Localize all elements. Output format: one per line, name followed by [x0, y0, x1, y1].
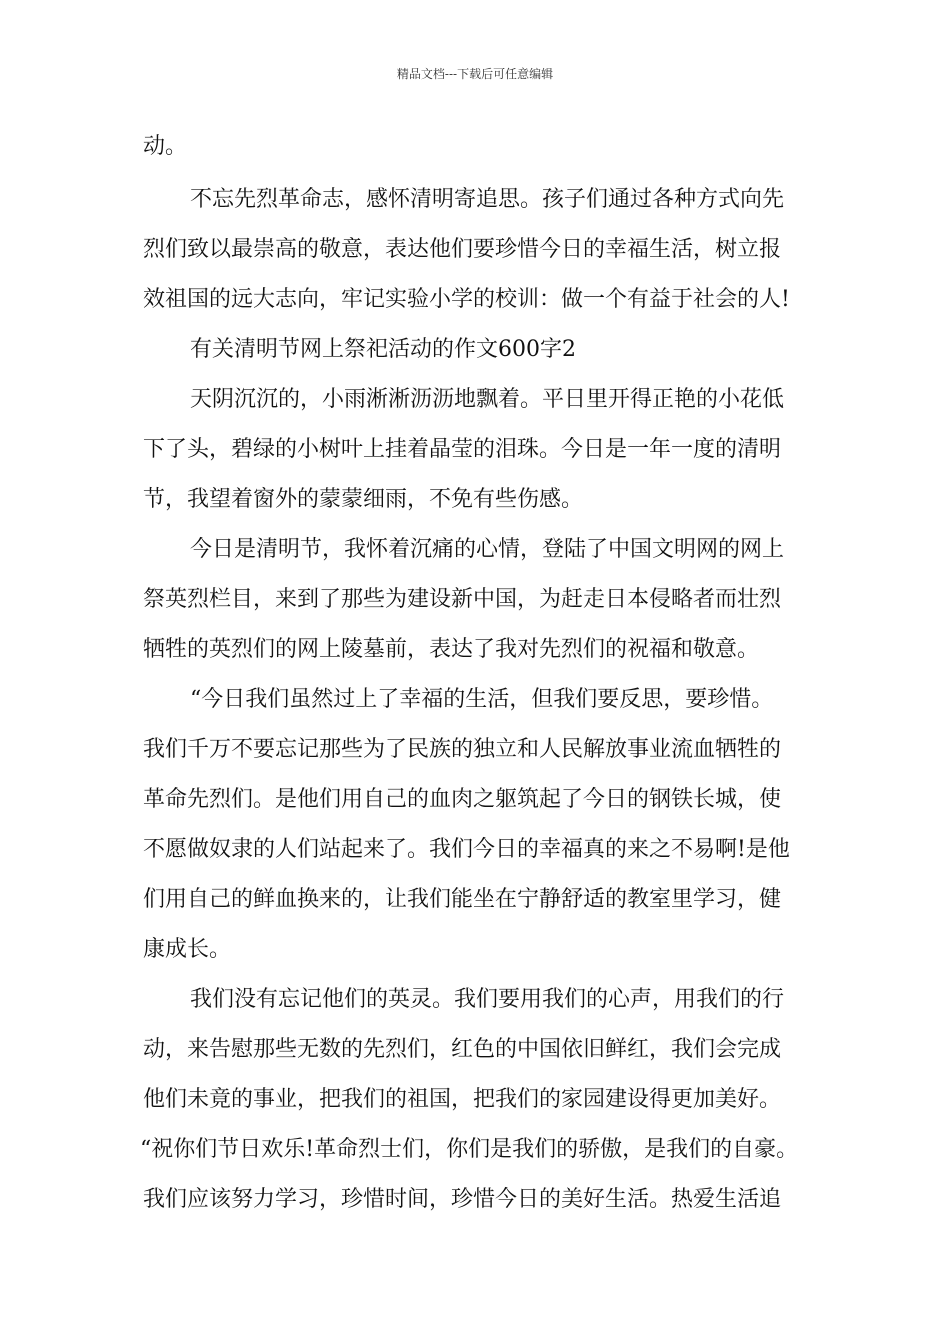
text-line: 下了头，碧绿的小树叶上挂着晶莹的泪珠。今日是一年一度的清明 — [143, 437, 782, 462]
page-header: 精品文档---下载后可任意编辑 — [396, 67, 554, 81]
text-line: 不忘先烈革命志，感怀清明寄追思。孩子们通过各种方式向先 — [190, 187, 785, 212]
text-line: 动，来告慰那些无数的先烈们，红色的中国依旧鲜红，我们会完成 — [143, 1037, 782, 1062]
text-line: “今日我们虽然过上了幸福的生活，但我们要反思，要珍惜。 — [190, 687, 774, 712]
text-line: 不愿做奴隶的人们站起来了。我们今日的幸福真的来之不易啊!是他 — [143, 837, 790, 862]
text-line: 他们未竟的事业，把我们的祖国，把我们的家园建设得更加美好。 — [143, 1087, 782, 1112]
text-line: “祝你们节日欢乐!革命烈士们，你们是我们的骄傲，是我们的自豪。 — [140, 1137, 799, 1162]
text-line: 们用自己的鲜血换来的，让我们能坐在宁静舒适的教室里学习，健 — [143, 887, 782, 912]
text-line: 烈们致以最崇高的敬意，表达他们要珍惜今日的幸福生活，树立报 — [143, 237, 782, 262]
text-line: 今日是清明节，我怀着沉痛的心情，登陆了中国文明网的网上 — [190, 537, 785, 562]
text-line: 牺牲的英烈们的网上陵墓前，表达了我对先烈们的祝福和敬意。 — [143, 637, 760, 662]
text-line: 革命先烈们。是他们用自己的血肉之躯筑起了今日的钢铁长城，使 — [143, 787, 782, 812]
text-line: 康成长。 — [143, 937, 232, 962]
text-line: 天阴沉沉的，小雨淅淅沥沥地飘着。平日里开得正艳的小花低 — [190, 387, 785, 412]
text-line: 节，我望着窗外的蒙蒙细雨，不免有些伤感。 — [143, 487, 584, 512]
text-line: 我们应该努力学习，珍惜时间，珍惜今日的美好生活。热爱生活追 — [143, 1187, 782, 1212]
text-line: 效祖国的远大志向，牢记实验小学的校训：做一个有益于社会的人! — [143, 287, 790, 312]
text-line: 我们千万不要忘记那些为了民族的独立和人民解放事业流血牺牲的 — [143, 737, 782, 762]
text-line: 有关清明节网上祭祀活动的作文600字2 — [190, 337, 576, 362]
text-line: 动。 — [143, 134, 188, 159]
text-line: 祭英烈栏目，来到了那些为建设新中国，为赶走日本侵略者而壮烈 — [143, 587, 782, 612]
text-line: 我们没有忘记他们的英灵。我们要用我们的心声，用我们的行 — [190, 987, 785, 1012]
